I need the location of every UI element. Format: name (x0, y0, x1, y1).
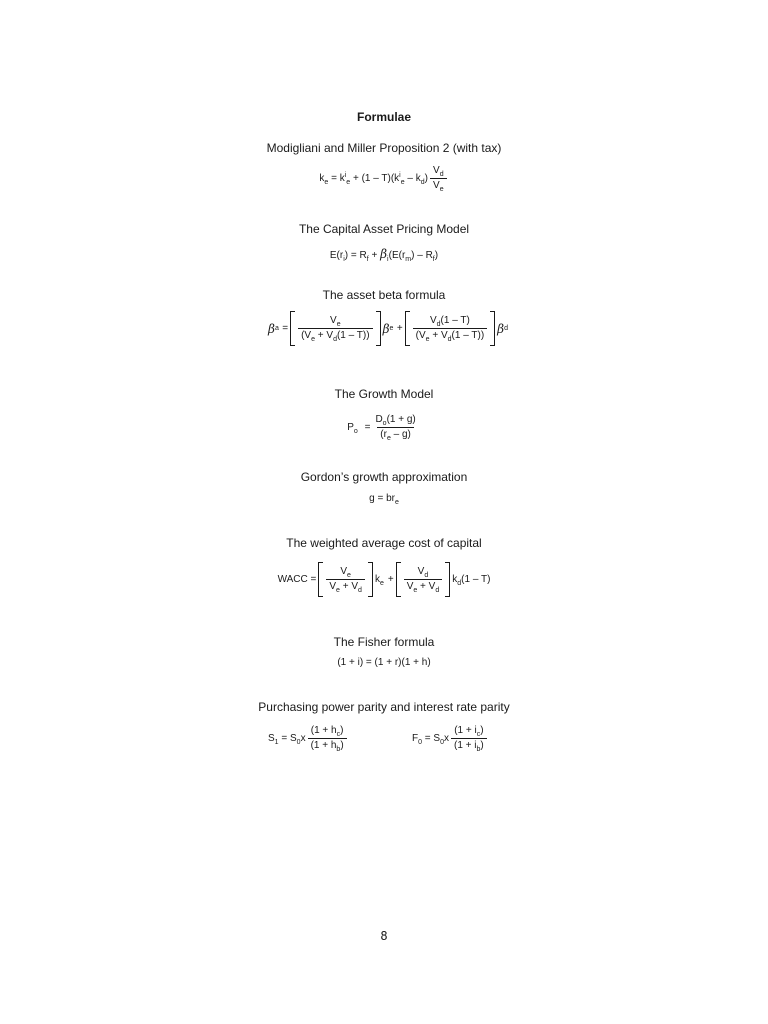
section-heading-fisher: The Fisher formula (333, 635, 435, 649)
formula-growth: $P_o$ = $\frac{D_o(1 + g)}{(r_e - g)}$ (347, 414, 416, 442)
formula-gordon: $g = br_e$ (369, 493, 399, 506)
page-number: 8 (380, 929, 388, 943)
formula-asset-beta: β a = $\frac{V_e}{(V_e + V_d(1 - T))}$ β e + $\frac{V_d(1 - T)}{(V_e + V_d(1 - T))}$ β d (268, 315, 508, 343)
section-heading-mm: Modigliani and Miller Proposition 2 (with tax) (266, 141, 502, 155)
page-title: Formulae (356, 110, 411, 124)
section-heading-asset-beta: The asset beta formula (322, 288, 446, 302)
formula-irp: $F_0 = S_0x$ $\frac{(1 + i_c)}{(1 + i_b)}$ (412, 725, 532, 752)
formula-ppp: $S_1 = S_0x$ $\frac{(1 + h_c)}{(1 + h_b)}$ (268, 725, 388, 752)
formula-fisher: (1 + i) = (1 + r)(1 + h) (337, 657, 431, 668)
section-heading-ppp: Purchasing power parity and interest rate parity (258, 700, 510, 714)
formula-mm: $k_e = k^i_e + (1 - T)(k^i_e - k_d)$ $\frac{V_d}{V_e}$ (0, 165, 768, 192)
formula-capm: $E(r_i) = R_f + \beta_i(E(r_m) - R_f)$ (329, 247, 439, 263)
section-heading-growth: The Growth Model (334, 387, 434, 401)
section-heading-wacc: The weighted average cost of capital (286, 536, 482, 550)
section-heading-capm: The Capital Asset Pricing Model (298, 222, 470, 236)
section-heading-gordon: Gordon’s growth approximation (300, 470, 468, 484)
formula-wacc: WACC = $\frac{V_e}{V_e + V_d}$ $k_e$ + $\frac{V_d}{V_e + V_d}$ $k_d(1 - T)$ (277, 566, 491, 594)
